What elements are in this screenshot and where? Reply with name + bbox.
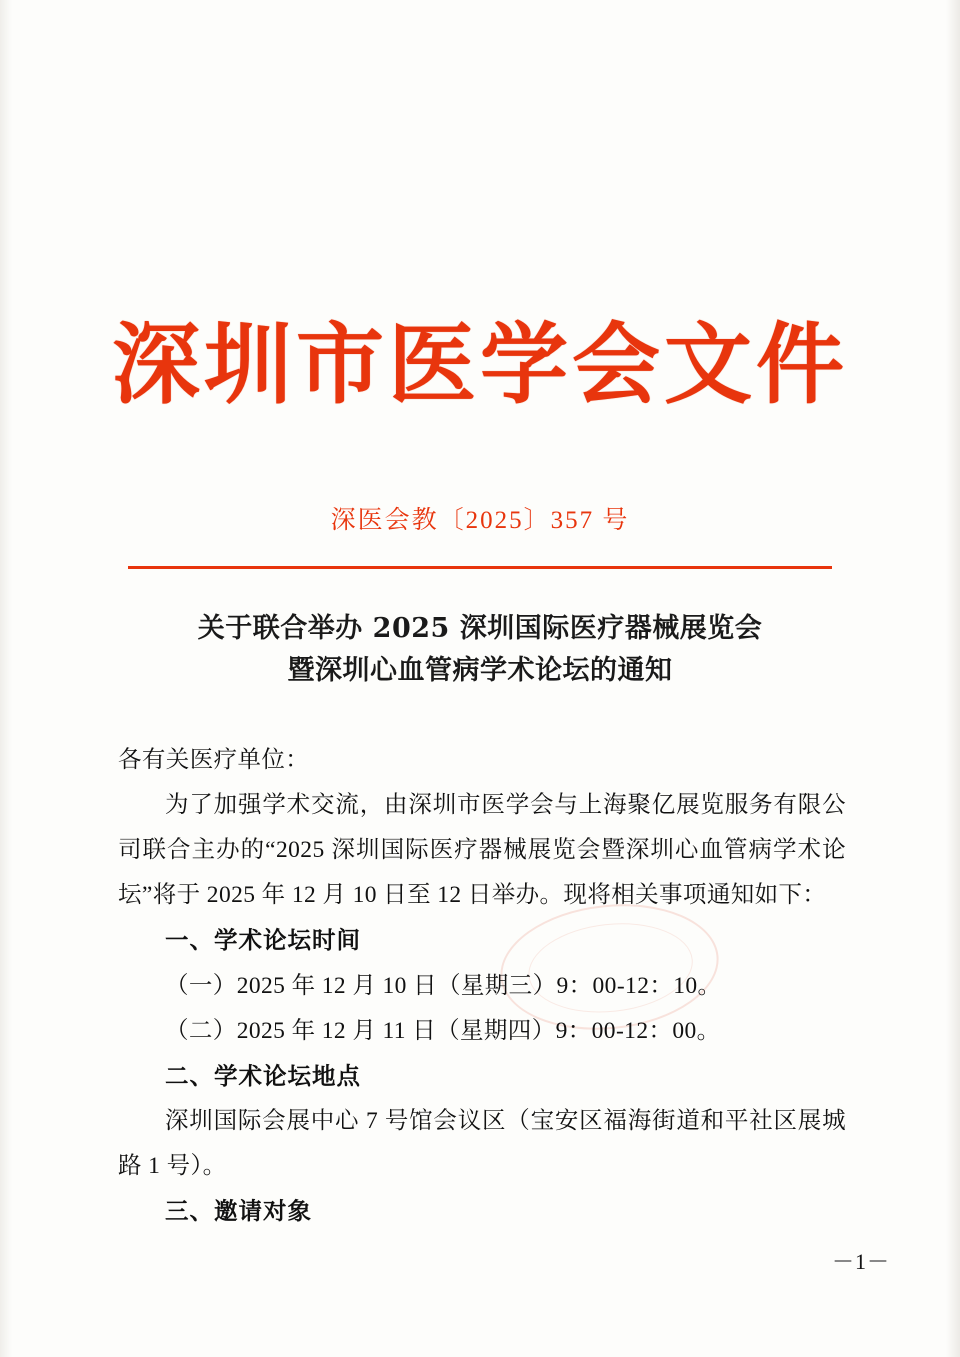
section-1-item-2: （二）2025 年 12 月 11 日（星期四）9：00-12：00。	[165, 1017, 721, 1044]
section-2-heading: 二、学术论坛地点	[165, 1061, 361, 1090]
document-number: 深医会教〔2025〕357 号	[330, 507, 630, 534]
section-1-item-1: （一）2025 年 12 月 10 日（星期三）9：00-12：10。	[165, 972, 722, 999]
intro-paragraph: 为了加强学术交流，由深圳市医学会与上海聚亿展览服务有限公司联合主办的“2025 深圳国际医疗器械展览会暨深圳心血管病学术论坛”将于 2025 年 12 月 10 日至 12 日举办。现将相关事项通知如下：	[118, 792, 846, 909]
document-title-line-2: 暨深圳心血管病学术论坛的通知	[287, 654, 673, 686]
section-3-heading: 三、邀请对象	[165, 1197, 312, 1226]
document-body	[118, 738, 846, 1234]
page-number: －1－	[831, 1249, 890, 1274]
salutation: 各有关医疗单位：	[118, 747, 310, 773]
section-2-body: 深圳国际会展中心 7 号馆会议区（宝安区福海街道和平社区展城路 1 号）。	[118, 1107, 846, 1179]
red-divider-rule	[128, 566, 832, 569]
document-title	[118, 608, 842, 692]
section-1-heading: 一、学术论坛时间	[165, 926, 361, 955]
document-title-line-1: 关于联合举办 2025 深圳国际医疗器械展览会	[197, 613, 763, 644]
masthead-title: 深圳市医学会文件	[111, 312, 848, 416]
